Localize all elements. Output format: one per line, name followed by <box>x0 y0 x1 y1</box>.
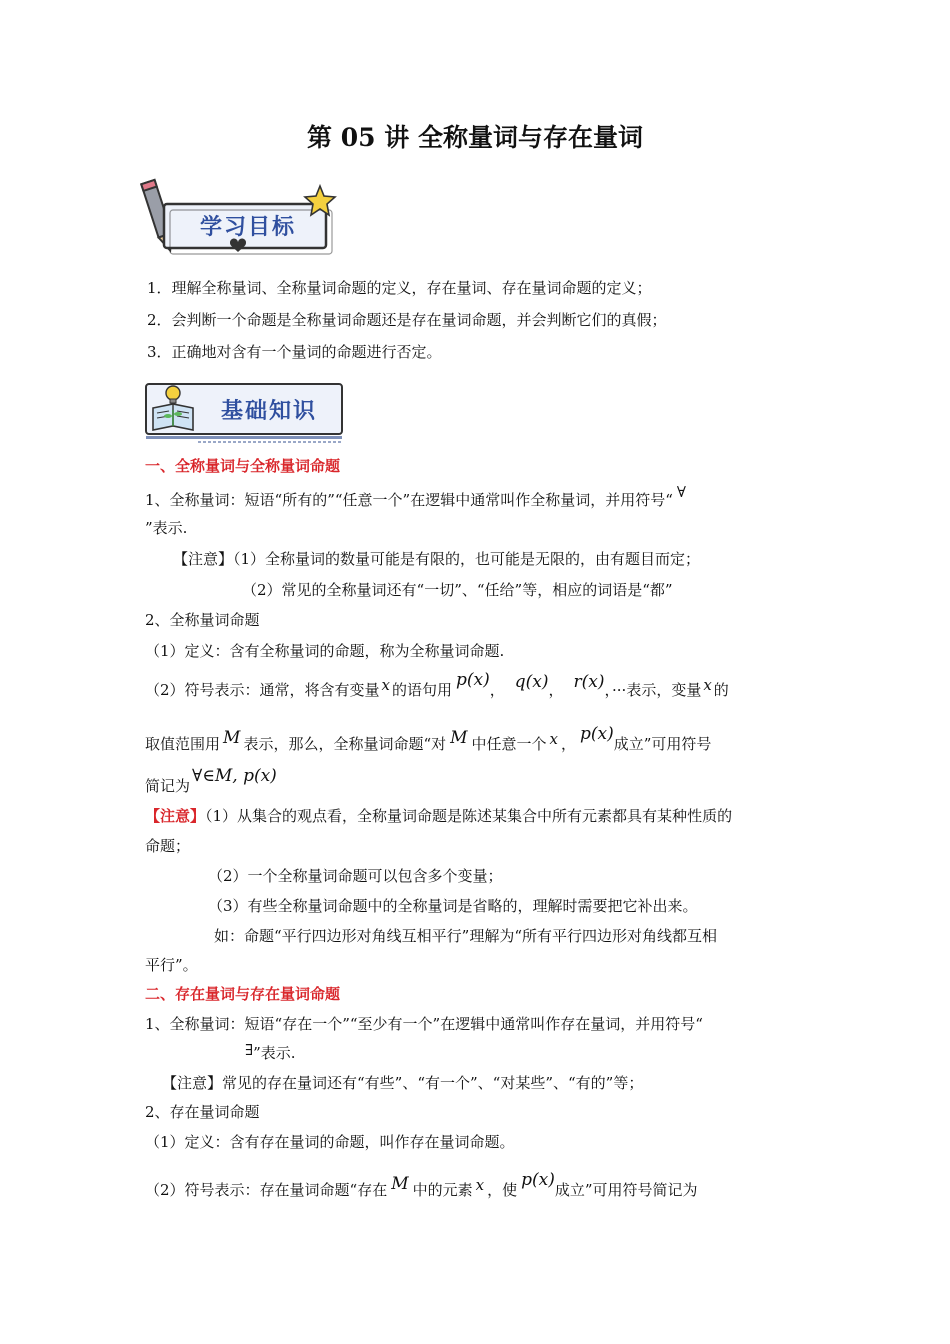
var-x: x <box>381 676 391 694</box>
s2-para-1b-text: ”表示. <box>253 1044 296 1062</box>
s2-para-1: 1、全称量词：短语“存在一个”“至少有一个”在逻辑中通常叫作存在量词，并用符号“ <box>145 1015 703 1033</box>
px-symbol: p(x) <box>456 670 490 690</box>
s1-para-2: 2、全称量词命题 <box>145 611 260 629</box>
qx-symbol: q(x) <box>514 672 549 692</box>
s1-abbr-text: 简记为 <box>145 777 191 795</box>
px-symbol-2: p(x) <box>580 724 614 744</box>
section-2-heading: 二、存在量词与存在量词命题 <box>145 985 341 1003</box>
goal-1: 1．理解全称量词、全称量词命题的定义，存在量词、存在量词命题的定义； <box>147 279 652 297</box>
s1-para-1a-text: 1、全称量词：短语“所有的”“任意一个”在逻辑中通常叫作全称量词，并用符号“ <box>145 491 673 509</box>
basic-knowledge-label: 基础知识 <box>220 399 317 424</box>
comma-3: ， <box>561 735 577 753</box>
rx-symbol: r(x) <box>573 672 605 692</box>
s1-para-1b: ”表示. <box>145 519 188 537</box>
s1-note-d2: 平行”。 <box>145 956 198 974</box>
s1-note-c: （3）有些全称量词命题中的全称量词是省略的，理解时需要把它补出来。 <box>208 897 698 915</box>
s1-note-a-text: （1）从集合的观点看，全称量词命题是陈述某集合中所有元素都具有某种性质的 <box>205 807 733 825</box>
s1-sym-text-1: （2）符号表示：通常，将含有变量 <box>145 681 380 699</box>
s1-symbol-line <box>145 670 729 700</box>
s2-note: 【注意】常见的存在量词还有“有些”、“有一个”、“对某些”、“有的”等； <box>162 1074 644 1092</box>
basic-knowledge-banner <box>143 380 348 448</box>
var-M: M <box>223 728 241 748</box>
s1-abbr-line <box>145 766 277 796</box>
s2-para-2: 2、存在量词命题 <box>145 1103 260 1121</box>
s1-sym-text-4: 的 <box>713 681 729 699</box>
s1-sym-text-3: ，···表示，变量 <box>604 681 702 699</box>
s2-sym-text-4: 成立”可用符号简记为 <box>554 1181 698 1199</box>
s1-def: （1）定义：含有全称量词的命题，称为全称量词命题. <box>145 642 505 660</box>
forall-formula: ∀∈M, p(x) <box>192 766 277 786</box>
s1-note-1: 【注意】（1）全称量词的数量可能是有限的，也可能是无限的，由有题目而定； <box>173 550 701 568</box>
forall-symbol: ∀ <box>676 483 686 501</box>
s1-range-text-4: 成立”可用符号 <box>613 735 712 753</box>
page-title: 第 05 讲 全称量词与存在量词 <box>307 123 643 152</box>
s2-def: （1）定义：含有存在量词的命题，叫作存在量词命题。 <box>145 1133 515 1151</box>
comma-2: ， <box>548 681 564 699</box>
s1-range-text-3: 中任意一个 <box>471 735 547 753</box>
var-x-3: x <box>549 730 559 748</box>
s1-range-line <box>145 724 712 754</box>
s1-note-a2: 命题； <box>145 837 191 855</box>
learning-goals-banner <box>140 176 340 260</box>
var-M-3: M <box>391 1174 409 1194</box>
s1-range-text-1: 取值范围用 <box>145 735 221 753</box>
s2-symbol-line <box>145 1170 698 1200</box>
goal-2: 2．会判断一个命题是全称量词命题还是存在量词命题，并会判断它们的真假； <box>147 311 667 329</box>
px-symbol-3: p(x) <box>521 1170 555 1190</box>
s1-para-1a <box>145 483 686 510</box>
var-x-4: x <box>475 1176 485 1194</box>
s2-sym-text-3: ，使 <box>487 1181 518 1199</box>
s1-note-d: 如：命题“平行四边形对角线互相平行”理解为“所有平行四边形对角线都互相 <box>214 927 718 945</box>
goal-3: 3．正确地对含有一个量词的命题进行否定。 <box>147 343 442 361</box>
var-M-2: M <box>450 728 468 748</box>
s2-sym-text-2: 中的元素 <box>412 1181 473 1199</box>
exists-symbol: ∃ <box>245 1041 254 1059</box>
s2-para-1b <box>245 1043 296 1063</box>
s2-sym-text-1: （2）符号表示：存在量词命题“存在 <box>145 1181 388 1199</box>
s1-note-2: （2）常见的全称量词还有“一切”、“任给”等，相应的词语是“都” <box>242 581 673 599</box>
section-1-heading: 一、全称量词与全称量词命题 <box>145 457 341 475</box>
var-x-2: x <box>703 676 712 694</box>
s1-note-a <box>145 806 732 826</box>
note-tag-red: 【注意】 <box>145 807 206 825</box>
comma-1: ， <box>489 681 505 699</box>
learning-goals-label: 学习目标 <box>199 215 296 240</box>
s1-note-b: （2）一个全称量词命题可以包含多个变量； <box>208 867 503 885</box>
s1-range-text-2: 表示，那么，全称量词命题“对 <box>243 735 447 753</box>
s1-sym-text-2: 的语句用 <box>392 681 453 699</box>
